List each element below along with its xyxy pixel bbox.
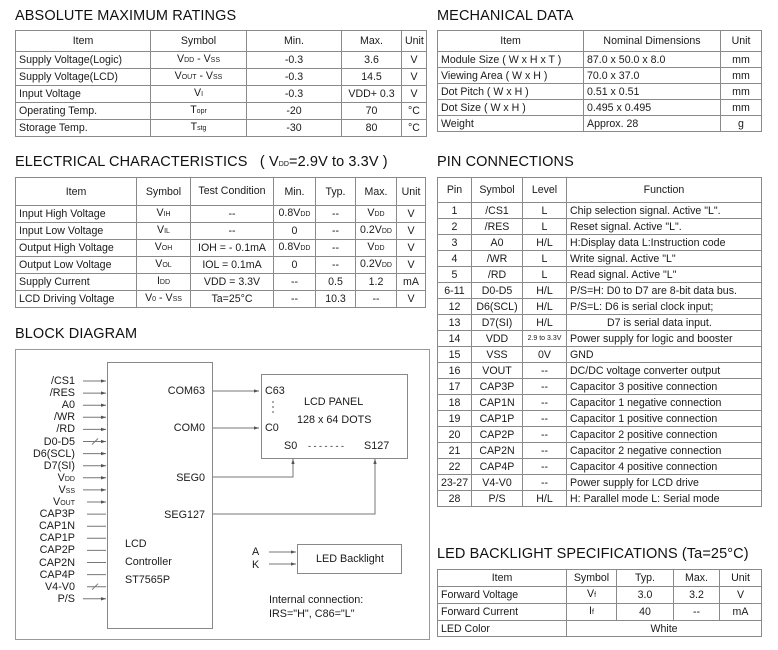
symbol-rest: - V bbox=[194, 53, 211, 65]
symbol-subscript: OL bbox=[162, 262, 172, 269]
pin-cell: 3 bbox=[438, 235, 472, 251]
column-header: Max. bbox=[674, 570, 720, 587]
input-pin-label: V4-V0 bbox=[44, 580, 75, 593]
controller-label-1: LCD bbox=[125, 538, 147, 550]
level-cell: L bbox=[523, 219, 567, 235]
level-cell: 0V bbox=[523, 347, 567, 363]
symbol-subscript: f bbox=[594, 592, 597, 599]
level-cell: -- bbox=[523, 475, 567, 491]
level-cell: H/L bbox=[523, 491, 567, 507]
pin-cell: 2 bbox=[438, 219, 472, 235]
panel-c63-label: C63 bbox=[265, 385, 285, 397]
symbol-cell: /CS1 bbox=[472, 203, 523, 219]
function-cell: Capacitor 3 positive connection bbox=[567, 379, 762, 395]
column-header: Nominal Dimensions bbox=[584, 31, 721, 52]
min-value: -- bbox=[290, 276, 299, 288]
function-cell: P/S=H: D0 to D7 are 8-bit data bus. bbox=[567, 283, 762, 299]
column-header: Item bbox=[16, 31, 151, 52]
symbol-main: V bbox=[586, 588, 595, 600]
input-pin-label: CAP2N bbox=[38, 556, 75, 569]
min-value: 0 bbox=[291, 259, 298, 271]
symbol-main: V bbox=[157, 224, 165, 236]
item-cell: Forward Current bbox=[438, 604, 567, 621]
panel-s-dash: - - - - - - - bbox=[308, 441, 344, 451]
abs-max-title: ABSOLUTE MAXIMUM RATINGS bbox=[15, 8, 237, 24]
max-subscript: DD bbox=[381, 262, 392, 269]
block-title: BLOCK DIAGRAM bbox=[15, 326, 138, 342]
input-pin-label-sub: SS bbox=[65, 487, 75, 495]
symbol-main: V bbox=[193, 87, 202, 99]
unit-cell: V bbox=[402, 69, 427, 86]
symbol-subscript: SS bbox=[210, 57, 221, 64]
symbol-cell: D7(SI) bbox=[472, 315, 523, 331]
input-pin-label-sub: OUT bbox=[60, 500, 75, 507]
unit-cell: V bbox=[397, 223, 426, 240]
column-header: Typ. bbox=[316, 178, 356, 206]
condition-cell: IOL = 0.1mA bbox=[191, 257, 274, 274]
unit-cell: °C bbox=[402, 103, 427, 120]
max-cell: 3.2 bbox=[674, 587, 720, 604]
condition-cell: IOH = - 0.1mA bbox=[191, 240, 274, 257]
led-title: LED BACKLIGHT SPECIFICATIONS (Ta=25°C) bbox=[437, 546, 749, 562]
pin-cell: 18 bbox=[438, 395, 472, 411]
unit-cell: V bbox=[397, 240, 426, 257]
min-value: 0.8V bbox=[278, 207, 301, 219]
symbol-main: V bbox=[155, 258, 163, 270]
input-pin-label: CAP1N bbox=[38, 520, 75, 533]
input-pin-label: CAP3P bbox=[39, 508, 75, 521]
pin-cell: 20 bbox=[438, 427, 472, 443]
max-value: 1.2 bbox=[368, 276, 384, 288]
unit-cell: V bbox=[397, 206, 426, 223]
typ-cell: -- bbox=[316, 206, 356, 223]
pin-cell: 23-27 bbox=[438, 475, 472, 491]
item-cell: Input Voltage bbox=[16, 86, 151, 103]
typ-cell: 10.3 bbox=[316, 291, 356, 308]
item-cell: Module Size ( W x H x T ) bbox=[438, 52, 584, 68]
function-cell: Read signal. Active "L" bbox=[567, 267, 762, 283]
item-cell: Supply Voltage(Logic) bbox=[16, 52, 151, 69]
anode-label: A bbox=[252, 546, 260, 558]
symbol-cell: V4-V0 bbox=[472, 475, 523, 491]
column-header: Unit bbox=[397, 178, 426, 206]
level-cell: -- bbox=[523, 459, 567, 475]
max-cell: 70 bbox=[342, 103, 402, 120]
cathode-label: K bbox=[252, 559, 260, 571]
column-header: Test Condition bbox=[191, 178, 274, 206]
symbol-main: V bbox=[145, 292, 153, 304]
function-cell: H: Parallel mode L: Serial mode bbox=[567, 491, 762, 507]
level-cell: L bbox=[523, 203, 567, 219]
item-cell: Input Low Voltage bbox=[16, 223, 137, 240]
symbol-subscript: SS bbox=[172, 296, 182, 303]
unit-cell: °C bbox=[402, 120, 427, 137]
pin-cell: 5 bbox=[438, 267, 472, 283]
symbol-subscript: f bbox=[592, 609, 594, 616]
level-cell: -- bbox=[523, 395, 567, 411]
function-cell: P/S=L: D6 is serial clock input; bbox=[567, 299, 762, 315]
level-cell: -- bbox=[523, 379, 567, 395]
pin-cell: 1 bbox=[438, 203, 472, 219]
symbol-cell: CAP2P bbox=[472, 427, 523, 443]
symbol-subscript: 0 bbox=[152, 296, 157, 303]
pin-cell: 6-11 bbox=[438, 283, 472, 299]
panel-title: LCD PANEL bbox=[304, 396, 364, 408]
min-subscript: DD bbox=[300, 245, 311, 252]
function-cell: Capacitor 4 positive connection bbox=[567, 459, 762, 475]
max-value: V bbox=[367, 207, 375, 219]
seg0-label: SEG0 bbox=[176, 472, 205, 484]
com0-label: COM0 bbox=[173, 422, 205, 434]
column-header: Function bbox=[567, 178, 762, 203]
input-pin-label-main: V bbox=[57, 471, 65, 484]
function-cell: Power supply for logic and booster bbox=[567, 331, 762, 347]
max-value: -- bbox=[372, 293, 380, 305]
symbol-cell: CAP1P bbox=[472, 411, 523, 427]
value-cell: 70.0 x 37.0 bbox=[584, 68, 721, 84]
column-header: Symbol bbox=[137, 178, 191, 206]
value-cell: 87.0 x 50.0 x 8.0 bbox=[584, 52, 721, 68]
input-pin-label: P/S bbox=[57, 592, 75, 605]
typ-cell: -- bbox=[316, 223, 356, 240]
panel-dots: 128 x 64 DOTS bbox=[297, 414, 372, 426]
input-pin-label-sub: DD bbox=[64, 475, 75, 483]
symbol-cell: VOUT bbox=[472, 363, 523, 379]
symbol-subscript: I bbox=[201, 91, 204, 98]
item-cell: Storage Temp. bbox=[16, 120, 151, 137]
function-cell: Power supply for LCD drive bbox=[567, 475, 762, 491]
panel-s127-label: S127 bbox=[364, 440, 390, 452]
symbol-main: V bbox=[174, 70, 182, 82]
column-header: Typ. bbox=[617, 570, 674, 587]
unit-cell: mA bbox=[397, 274, 426, 291]
unit-cell: V bbox=[402, 86, 427, 103]
item-cell: Dot Size ( W x H ) bbox=[438, 100, 584, 116]
level-cell: H/L bbox=[523, 235, 567, 251]
symbol-main: I bbox=[589, 605, 592, 617]
pin-cell: 14 bbox=[438, 331, 472, 347]
symbol-cell: /WR bbox=[472, 251, 523, 267]
max-cell: VDD+ 0.3 bbox=[342, 86, 402, 103]
level-cell: -- bbox=[523, 411, 567, 427]
column-header: Pin bbox=[438, 178, 472, 203]
condition-cell: VDD = 3.3V bbox=[191, 274, 274, 291]
unit-cell: V bbox=[397, 291, 426, 308]
max-cell: -- bbox=[674, 604, 720, 621]
column-header: Max. bbox=[356, 178, 397, 206]
function-cell: D7 is serial data input. bbox=[567, 315, 762, 331]
symbol-cell: D0-D5 bbox=[472, 283, 523, 299]
level-cell: H/L bbox=[523, 299, 567, 315]
electrical-title: ELECTRICAL CHARACTERISTICS bbox=[15, 154, 248, 170]
input-pin-label: D0-D5 bbox=[43, 435, 75, 448]
input-pin-label: /CS1 bbox=[50, 375, 75, 387]
item-cell: Weight bbox=[438, 116, 584, 132]
input-pin-label-main: V bbox=[53, 496, 61, 508]
function-cell: Capacitor 2 negative connection bbox=[567, 443, 762, 459]
item-cell: Output Low Voltage bbox=[16, 257, 137, 274]
symbol-cell: CAP4P bbox=[472, 459, 523, 475]
com63-label: COM63 bbox=[167, 385, 205, 397]
symbol-cell: P/S bbox=[472, 491, 523, 507]
input-pin-label: A0 bbox=[61, 399, 75, 412]
symbol-main: V bbox=[154, 241, 162, 253]
lcd-controller-block bbox=[107, 362, 213, 629]
max-subscript: DD bbox=[374, 245, 385, 252]
min-value: 0 bbox=[291, 225, 298, 237]
max-value: 0.2V bbox=[360, 258, 382, 270]
color-value-cell: White bbox=[567, 621, 762, 637]
condition-cell: -- bbox=[191, 223, 274, 240]
pin-cell: 21 bbox=[438, 443, 472, 459]
symbol-cell: VDD bbox=[472, 331, 523, 347]
symbol-cell: CAP3P bbox=[472, 379, 523, 395]
pins-title: PIN CONNECTIONS bbox=[437, 154, 574, 170]
level-cell: H/L bbox=[523, 315, 567, 331]
symbol-main: V bbox=[156, 207, 164, 219]
pin-cell: 19 bbox=[438, 411, 472, 427]
symbol-subscript: DD bbox=[159, 279, 171, 286]
symbol-rest: - V bbox=[156, 292, 173, 304]
led-backlight-label: LED Backlight bbox=[316, 553, 384, 565]
level-cell: 2.9 to 3.3V bbox=[523, 331, 567, 347]
min-cell: -0.3 bbox=[247, 52, 342, 69]
level-cell: -- bbox=[523, 443, 567, 459]
column-header: Symbol bbox=[151, 31, 247, 52]
unit-cell: g bbox=[721, 116, 762, 132]
column-header: Symbol bbox=[472, 178, 523, 203]
max-value: V bbox=[367, 241, 375, 253]
column-header: Unit bbox=[402, 31, 427, 52]
column-header: Item bbox=[16, 178, 137, 206]
column-header: Unit bbox=[720, 570, 762, 587]
electrical-title-cond: ( VDD=2.9V to 3.3V ) bbox=[259, 154, 388, 170]
level-cell: L bbox=[523, 267, 567, 283]
panel-c0-label: C0 bbox=[265, 422, 279, 434]
symbol-cell: /RD bbox=[472, 267, 523, 283]
column-header: Min. bbox=[274, 178, 316, 206]
pin-cell: 16 bbox=[438, 363, 472, 379]
value-cell: 0.51 x 0.51 bbox=[584, 84, 721, 100]
symbol-cell: /RES bbox=[472, 219, 523, 235]
max-cell: 80 bbox=[342, 120, 402, 137]
symbol-subscript: DD bbox=[184, 57, 195, 64]
function-cell: Write signal. Active "L" bbox=[567, 251, 762, 267]
symbol-main: I bbox=[156, 275, 160, 287]
column-header: Item bbox=[438, 31, 584, 52]
function-cell: GND bbox=[567, 347, 762, 363]
item-cell: Output High Voltage bbox=[16, 240, 137, 257]
internal-connection-note-2: IRS="H", C86="L" bbox=[269, 608, 355, 620]
symbol-main: T bbox=[190, 121, 198, 133]
min-value: 0.8V bbox=[278, 241, 301, 253]
unit-cell: V bbox=[402, 52, 427, 69]
seg127-label: SEG127 bbox=[164, 509, 205, 521]
symbol-subscript: stg bbox=[197, 125, 207, 132]
input-pin-label: CAP1P bbox=[39, 532, 75, 545]
column-header: Symbol bbox=[567, 570, 617, 587]
input-pin-label: D7(SI) bbox=[43, 459, 75, 472]
function-cell: Capacitor 1 negative connection bbox=[567, 395, 762, 411]
typ-cell: 0.5 bbox=[316, 274, 356, 291]
column-header: Level bbox=[523, 178, 567, 203]
typ-cell: -- bbox=[316, 240, 356, 257]
function-cell: Chip selection signal. Active "L". bbox=[567, 203, 762, 219]
pin-cell: 12 bbox=[438, 299, 472, 315]
symbol-cell: CAP2N bbox=[472, 443, 523, 459]
symbol-cell: CAP1N bbox=[472, 395, 523, 411]
min-cell: -20 bbox=[247, 103, 342, 120]
unit-cell: V bbox=[397, 257, 426, 274]
input-pin-label: /WR bbox=[54, 411, 75, 424]
typ-cell: 3.0 bbox=[617, 587, 674, 604]
symbol-main: V bbox=[176, 53, 185, 65]
input-pin-label: CAP2P bbox=[39, 544, 75, 557]
min-cell: -0.3 bbox=[247, 86, 342, 103]
mechanical-title: MECHANICAL DATA bbox=[437, 8, 574, 24]
pin-cell: 15 bbox=[438, 347, 472, 363]
typ-cell: 40 bbox=[617, 604, 674, 621]
item-cell: Supply Voltage(LCD) bbox=[16, 69, 151, 86]
internal-connection-note-1: Internal connection: bbox=[269, 594, 364, 606]
item-cell: Operating Temp. bbox=[16, 103, 151, 120]
symbol-cell: D6(SCL) bbox=[472, 299, 523, 315]
value-cell: 0.495 x 0.495 bbox=[584, 100, 721, 116]
function-cell: H:Display data L:Instruction code bbox=[567, 235, 762, 251]
pin-cell: 4 bbox=[438, 251, 472, 267]
unit-cell: V bbox=[720, 587, 762, 604]
min-cell: -0.3 bbox=[247, 69, 342, 86]
item-cell: Viewing Area ( W x H ) bbox=[438, 68, 584, 84]
max-cell: 14.5 bbox=[342, 69, 402, 86]
column-header: Min. bbox=[247, 31, 342, 52]
function-cell: Reset signal. Active "L". bbox=[567, 219, 762, 235]
typ-cell: -- bbox=[316, 257, 356, 274]
pin-cell: 13 bbox=[438, 315, 472, 331]
min-cell: -30 bbox=[247, 120, 342, 137]
symbol-subscript: IL bbox=[164, 228, 170, 235]
unit-cell: mm bbox=[721, 68, 762, 84]
symbol-subscript: OH bbox=[161, 245, 173, 252]
symbol-cell: VSS bbox=[472, 347, 523, 363]
pin-cell: 28 bbox=[438, 491, 472, 507]
function-cell: DC/DC voltage converter output bbox=[567, 363, 762, 379]
input-pin-label: /RD bbox=[56, 423, 75, 436]
max-subscript: DD bbox=[381, 228, 392, 235]
condition-cell: Ta=25°C bbox=[191, 291, 274, 308]
level-cell: H/L bbox=[523, 283, 567, 299]
unit-cell: mm bbox=[721, 52, 762, 68]
pin-cell: 17 bbox=[438, 379, 472, 395]
item-cell: Input High Voltage bbox=[16, 206, 137, 223]
item-cell: LCD Driving Voltage bbox=[16, 291, 137, 308]
condition-cell: -- bbox=[191, 206, 274, 223]
symbol-subscript: SS bbox=[213, 74, 223, 81]
function-cell: Capacitor 1 positive connection bbox=[567, 411, 762, 427]
symbol-subscript: opr bbox=[196, 108, 207, 115]
min-subscript: DD bbox=[300, 211, 311, 218]
symbol-main: T bbox=[190, 104, 197, 116]
input-pin-label: /RES bbox=[49, 387, 75, 400]
unit-cell: mA bbox=[720, 604, 762, 621]
column-header: Item bbox=[438, 570, 567, 587]
column-header: Max. bbox=[342, 31, 402, 52]
controller-label-2: Controller bbox=[125, 556, 172, 568]
level-cell: L bbox=[523, 251, 567, 267]
max-value: 0.2V bbox=[360, 224, 382, 236]
function-cell: Capacitor 2 positive connection bbox=[567, 427, 762, 443]
max-subscript: DD bbox=[374, 211, 385, 218]
input-pin-label-main: V bbox=[58, 483, 66, 496]
min-value: -- bbox=[290, 293, 299, 305]
unit-cell: mm bbox=[721, 100, 762, 116]
level-cell: -- bbox=[523, 363, 567, 379]
item-cell: LED Color bbox=[438, 621, 567, 637]
controller-label-3: ST7565P bbox=[125, 574, 171, 586]
level-cell: -- bbox=[523, 427, 567, 443]
item-cell: Forward Voltage bbox=[438, 587, 567, 604]
value-cell: Approx. 28 bbox=[584, 116, 721, 132]
input-pin-label: D6(SCL) bbox=[33, 447, 75, 460]
unit-cell: mm bbox=[721, 84, 762, 100]
input-pin-label: CAP4P bbox=[39, 568, 75, 581]
symbol-cell: A0 bbox=[472, 235, 523, 251]
symbol-rest: - V bbox=[196, 70, 213, 82]
seg0-wire bbox=[211, 459, 293, 477]
symbol-subscript: OUT bbox=[181, 74, 197, 81]
pin-cell: 22 bbox=[438, 459, 472, 475]
item-cell: Supply Current bbox=[16, 274, 137, 291]
max-cell: 3.6 bbox=[342, 52, 402, 69]
symbol-subscript: IH bbox=[163, 211, 171, 218]
item-cell: Dot Pitch ( W x H ) bbox=[438, 84, 584, 100]
panel-s0-label: S0 bbox=[284, 440, 298, 452]
column-header: Unit bbox=[721, 31, 762, 52]
